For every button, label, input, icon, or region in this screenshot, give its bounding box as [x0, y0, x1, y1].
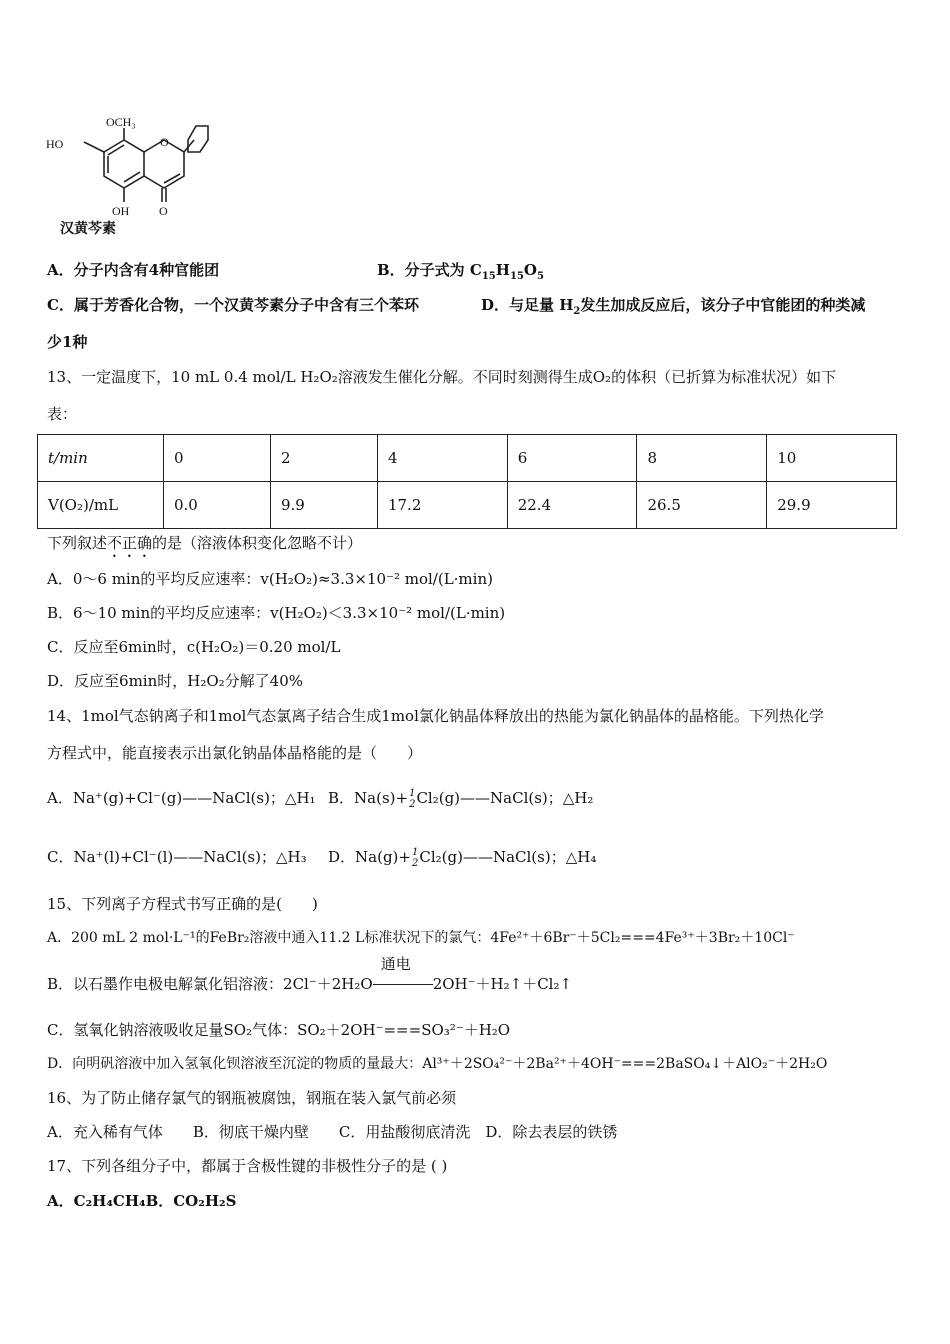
q12-option-d: D．与足量 $H_2$发生加成反应后，该分子中官能团的种类减 [481, 296, 866, 317]
oh-label: OH [112, 204, 130, 218]
q13-question: 下列叙述不正确的是（溶液体积变化忽略不计） [47, 534, 363, 552]
ring-oxygen-label: O [160, 135, 169, 149]
q17-options: A．C₂H₄CH₄B．CO₂H₂S [47, 1192, 237, 1210]
q16-stem: 16、为了防止储存氯气的钢瓶被腐蚀，钢瓶在装入氯气前必须 [47, 1089, 457, 1107]
q13-option-c: C．反应至6min时，c(H₂O₂)＝0.20 mol/L [47, 638, 341, 656]
q13-option-d: D．反应至6min时，H₂O₂分解了40% [47, 672, 303, 690]
molecule-caption: 汉黄芩素 [60, 221, 116, 237]
q13-option-a: A．0～6 min的平均反应速率：v(H₂O₂)≈3.3×10⁻² mol/(L·min) [47, 570, 493, 588]
q12-option-b: B．分子式为 $C_{15}H_{15}O_5$ [377, 261, 544, 282]
q13-stem-line2: 表： [47, 405, 78, 423]
electrolysis-arrow: 通电 [373, 978, 433, 992]
q15-option-c: C．氢氧化钠溶液吸收足量SO₂气体：SO₂＋2OH⁻===SO₃²⁻＋H₂O [47, 1021, 511, 1039]
och3-label: OCH₃ [106, 115, 136, 129]
q12-option-d-continued: 少1种 [47, 333, 88, 351]
q14-option-b: B．Na(s)+ 1 2 Cl₂(g)——NaCl(s)；△H₂ [328, 788, 594, 810]
table-cell: 2 [270, 435, 377, 482]
table-cell: 26.5 [637, 482, 767, 529]
fraction-one-half: 1 2 [409, 788, 416, 810]
benzene-ring-a [104, 140, 144, 188]
table-cell: 4 [377, 435, 507, 482]
table-cell: 8 [637, 435, 767, 482]
q16-options: A．充入稀有气体 B．彻底干燥内壁 C．用盐酸彻底清洗 D．除去表层的铁锈 [47, 1123, 618, 1141]
ho-label: HO [46, 137, 64, 151]
q14-stem-line2: 方程式中，能直接表示出氯化钠晶体晶格能的是（ ） [47, 744, 423, 762]
q12-option-c: C．属于芳香化合物，一个汉黄芩素分子中含有三个苯环 [47, 296, 419, 314]
fraction-one-half: 1 2 [411, 847, 419, 869]
q13-option-b: B．6～10 min的平均反应速率：v(H₂O₂)＜3.3×10⁻² mol/(L·min) [47, 604, 506, 622]
q17-stem: 17、下列各组分子中，都属于含极性键的非极性分子的是 ( ) [47, 1157, 448, 1175]
table-cell: 22.4 [507, 482, 637, 529]
table-cell: 17.2 [377, 482, 507, 529]
q13-stem-line1: 13、一定温度下，10 mL 0.4 mol/L H₂O₂溶液发生催化分解。不同时刻测得生成O₂的体积（已折算为标准状况）如下 [47, 368, 837, 386]
table-header-cell: t/min [38, 435, 164, 482]
q14-option-c: C．Na⁺(l)+Cl⁻(l)——NaCl(s)；△H₃ [47, 848, 307, 866]
table-cell: 9.9 [270, 482, 377, 529]
phenyl-ring [188, 126, 208, 152]
q14-option-d: D．Na(g)+ 1 2 Cl₂(g)——NaCl(s)；△H₄ [328, 847, 597, 869]
q15-option-a: A．200 mL 2 mol·L⁻¹的FeBr₂溶液中通入11.2 L标准状况下的氯气：4Fe²⁺＋6Br⁻＋5Cl₂===4Fe³⁺＋3Br₂＋10Cl⁻ [47, 930, 795, 946]
q14-option-a: A．Na⁺(g)+Cl⁻(g)——NaCl(s)；△H₁ [47, 789, 316, 807]
keto-oxygen-label: O [159, 204, 168, 218]
table-cell: 0 [164, 435, 271, 482]
table-row [38, 482, 897, 529]
q13-data-table [37, 434, 897, 529]
q14-stem-line1: 14、1mol气态钠离子和1mol气态氯离子结合生成1mol氯化钠晶体释放出的热能为氯化钠晶体的晶格能。下列热化学 [47, 707, 824, 725]
table-row [38, 435, 897, 482]
table-cell: 0.0 [164, 482, 271, 529]
q15-option-b: B．以石墨作电极电解氯化铝溶液：2Cl⁻＋2H₂O 通电 2OH⁻＋H₂↑＋Cl₂↑ [47, 955, 573, 993]
q15-option-d: D．向明矾溶液中加入氢氧化钡溶液至沉淀的物质的量最大：Al³⁺＋2SO₄²⁻＋2Ba²⁺＋4OH⁻===2BaSO₄↓＋AlO₂⁻＋2H₂O [47, 1056, 828, 1072]
table-header-cell: V(O₂)/mL [38, 482, 164, 529]
q12-option-a: A．分子内含有4种官能团 [47, 261, 220, 279]
q15-stem: 15、下列离子方程式书写正确的是( ) [47, 895, 318, 913]
table-cell: 6 [507, 435, 637, 482]
table-cell: 10 [767, 435, 897, 482]
table-cell: 29.9 [767, 482, 897, 529]
